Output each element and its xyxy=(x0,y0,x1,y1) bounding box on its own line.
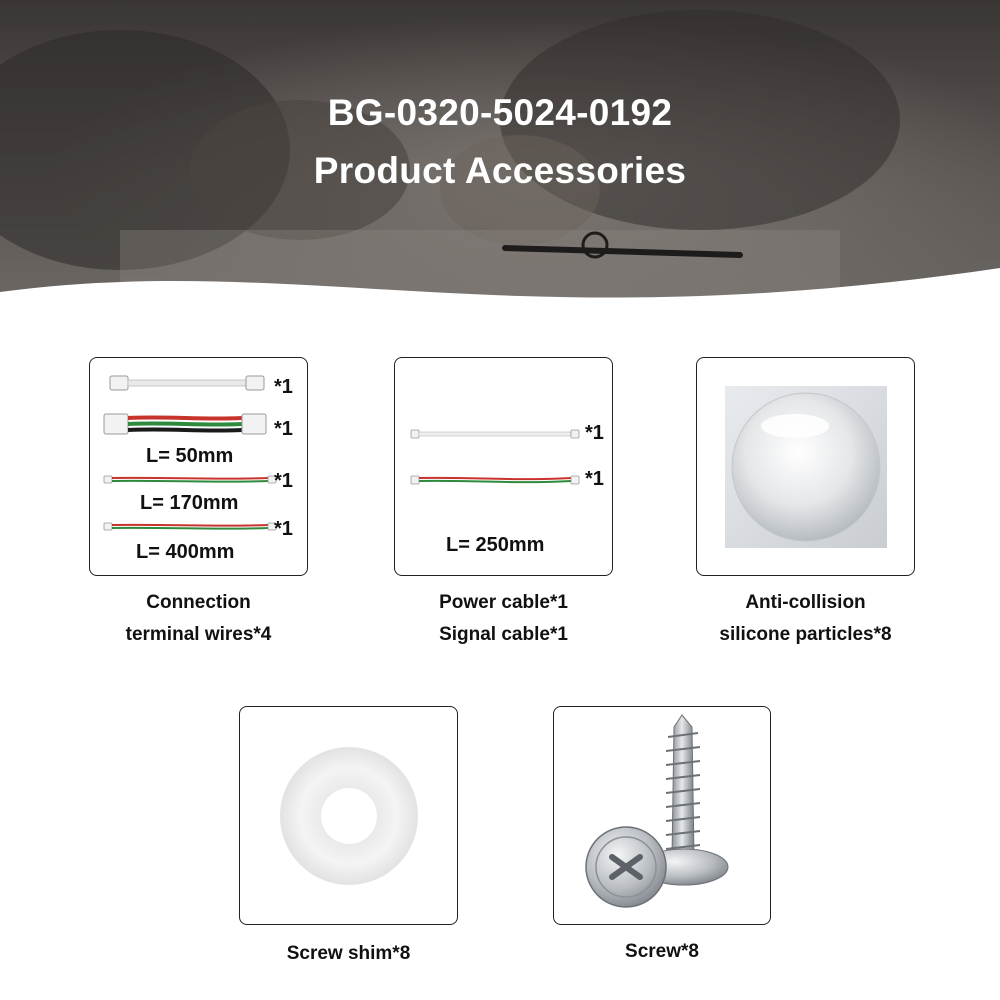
caption-line: Screw shim*8 xyxy=(286,943,411,964)
page-title xyxy=(0,84,1000,200)
quantity-mark: *1 xyxy=(585,468,604,490)
caption-screw-shim xyxy=(239,938,458,970)
caption-screw xyxy=(553,936,771,968)
caption-connection-terminal-wires xyxy=(89,587,308,651)
title-subtitle: Product Accessories xyxy=(313,150,687,191)
quantity-mark: *1 xyxy=(274,518,293,540)
caption-line: Anti-collision xyxy=(745,592,866,613)
length-label: L= 50mm xyxy=(146,445,234,467)
washer-image xyxy=(240,707,458,925)
title-model-number: BG-0320-5024-0192 xyxy=(327,92,673,133)
quantity-mark: *1 xyxy=(274,376,293,398)
caption-line: Screw*8 xyxy=(625,941,699,962)
caption-line: terminal wires*4 xyxy=(125,624,272,645)
length-label: L= 170mm xyxy=(140,492,239,514)
caption-silicone-particles xyxy=(686,587,925,651)
card-screw xyxy=(553,706,771,925)
card-power-signal-cable xyxy=(394,357,613,576)
quantity-mark: *1 xyxy=(585,422,604,444)
quantity-mark: *1 xyxy=(274,470,293,492)
caption-line: Power cable*1 xyxy=(439,592,568,613)
caption-line: silicone particles*8 xyxy=(719,624,892,645)
card-silicone-particles xyxy=(696,357,915,576)
caption-line: Connection xyxy=(146,592,251,613)
card-connection-terminal-wires xyxy=(89,357,308,576)
length-label: L= 250mm xyxy=(446,534,545,556)
caption-power-signal-cable xyxy=(394,587,613,651)
hero-banner xyxy=(0,0,1000,320)
silicone-particle-image xyxy=(697,358,915,576)
quantity-mark: *1 xyxy=(274,418,293,440)
screw-image xyxy=(554,707,771,925)
caption-line: Signal cable*1 xyxy=(439,624,568,645)
length-label: L= 400mm xyxy=(136,541,235,563)
card-screw-shim xyxy=(239,706,458,925)
